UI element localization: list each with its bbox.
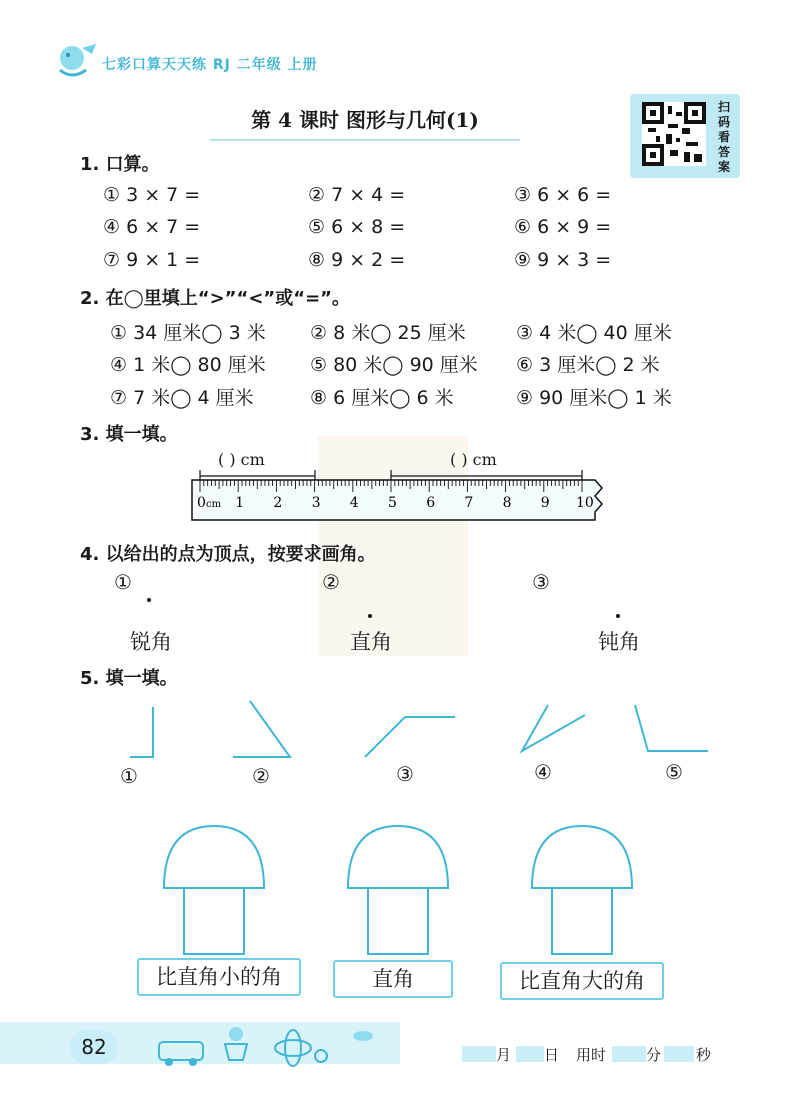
lesson-title xyxy=(210,104,520,133)
footer-decoration-icons xyxy=(155,1020,385,1070)
calc-item: ⑨ 9 × 3 = xyxy=(514,249,612,271)
ruler-number: 8 xyxy=(502,495,512,511)
calc-item: ⑤ 6 × 8 = xyxy=(308,216,406,238)
right-angle-label: 直角 xyxy=(350,630,392,654)
day-blank[interactable] xyxy=(516,1046,544,1062)
ruler-number: 4 xyxy=(349,495,359,511)
day-label: 日 xyxy=(544,1046,560,1064)
bus-icon xyxy=(159,1042,203,1060)
series-title: 七彩口算天天练 RJ 二年级 上册 xyxy=(102,57,318,73)
title-underline xyxy=(210,139,520,141)
calc-item: ⑦ 9 × 1 = xyxy=(103,249,201,271)
ruler-number: 0 xyxy=(197,495,206,511)
ruler-number: 5 xyxy=(388,495,397,511)
angle-1 xyxy=(130,707,153,757)
bracket-left-label: ( ) cm xyxy=(218,450,265,469)
compare-item: ④ 1 米◯ 80 厘米 xyxy=(110,354,266,376)
box-right-angle[interactable]: 直角 xyxy=(333,960,453,998)
angle-2 xyxy=(233,701,290,757)
angle-figures xyxy=(100,695,720,765)
compare-item: ⑨ 90 厘米◯ 1 米 xyxy=(516,387,672,409)
mascot-icon xyxy=(52,40,102,80)
angle-3 xyxy=(365,717,455,757)
q1-heading: 1. 口算。 xyxy=(80,154,160,175)
vertex-dot[interactable] xyxy=(616,614,620,618)
compare-item: ⑥ 3 厘米◯ 2 米 xyxy=(516,354,660,376)
angle-4 xyxy=(522,705,585,751)
mushroom-figures xyxy=(150,820,650,960)
month-blank[interactable] xyxy=(462,1046,496,1062)
calc-item: ③ 6 × 6 = xyxy=(514,184,612,206)
compare-item: ⑦ 7 米◯ 4 厘米 xyxy=(110,387,254,409)
vertex-num: ③ xyxy=(532,570,550,594)
ruler-number: 2 xyxy=(273,495,283,511)
ufo-icon xyxy=(353,1031,373,1041)
qr-code-icon[interactable] xyxy=(642,102,706,166)
angle-num: ④ xyxy=(534,760,552,784)
angle-num: ② xyxy=(252,764,270,788)
q3-heading: 3. 填一填。 xyxy=(80,424,178,445)
time-used-label: 用时 xyxy=(576,1046,607,1064)
q2-heading: 2. 在◯里填上“>”“<”或“=”。 xyxy=(80,288,350,309)
angle-num: ③ xyxy=(396,762,414,786)
calc-item: ④ 6 × 7 = xyxy=(103,216,201,238)
qr-panel[interactable] xyxy=(630,94,740,178)
atom-icon xyxy=(275,1040,311,1056)
mushroom-1 xyxy=(164,826,264,954)
ruler-unit: cm xyxy=(206,499,222,510)
mushroom-2 xyxy=(348,826,448,954)
vertex-dot[interactable] xyxy=(147,598,151,602)
box-greater-than-right-angle[interactable]: 比直角大的角 xyxy=(500,962,664,1000)
ruler-number: 6 xyxy=(426,495,436,511)
second-label: 秒 xyxy=(696,1046,712,1064)
ball-icon xyxy=(315,1050,327,1062)
minute-label: 分 xyxy=(646,1046,662,1064)
q4-heading: 4. 以给出的点为顶点，按要求画角。 xyxy=(80,544,376,565)
lesson-title-text: 第 4 课时 图形与几何(1) xyxy=(251,108,479,132)
calc-item: ⑥ 6 × 9 = xyxy=(514,216,612,238)
angle-num: ⑤ xyxy=(665,760,683,784)
mushroom-3 xyxy=(532,826,632,954)
q5-heading: 5. 填一填。 xyxy=(80,668,178,689)
ruler-number: 10 xyxy=(576,495,594,511)
obtuse-angle-label: 钝角 xyxy=(598,630,640,654)
plant-icon xyxy=(225,1044,247,1060)
ruler-number: 1 xyxy=(235,495,245,511)
calc-item: ① 3 × 7 = xyxy=(103,184,201,206)
ruler-number: 9 xyxy=(540,495,550,511)
compare-item: ③ 4 米◯ 40 厘米 xyxy=(516,322,672,344)
acute-angle-label: 锐角 xyxy=(130,630,172,654)
vertex-dot[interactable] xyxy=(368,614,372,618)
minute-blank[interactable] xyxy=(612,1046,646,1062)
bracket-right-label: ( ) cm xyxy=(450,450,497,469)
vertex-num: ② xyxy=(322,570,340,594)
vertex-num: ① xyxy=(114,570,132,594)
compare-item: ⑤ 80 米◯ 90 厘米 xyxy=(310,354,478,376)
page-number: 82 xyxy=(70,1030,118,1064)
ruler xyxy=(190,470,610,524)
angle-5 xyxy=(635,705,708,751)
compare-item: ① 34 厘米◯ 3 米 xyxy=(110,322,266,344)
calc-item: ⑧ 9 × 2 = xyxy=(308,249,406,271)
month-label: 月 xyxy=(496,1046,512,1064)
angle-num: ① xyxy=(120,764,138,788)
qr-caption: 扫码看答案 xyxy=(718,100,731,174)
second-blank[interactable] xyxy=(664,1046,694,1062)
compare-item: ⑧ 6 厘米◯ 6 米 xyxy=(310,387,454,409)
ruler-number: 3 xyxy=(311,495,321,511)
calc-item: ② 7 × 4 = xyxy=(308,184,406,206)
compare-item: ② 8 米◯ 25 厘米 xyxy=(310,322,466,344)
ruler-number: 7 xyxy=(464,495,474,511)
box-less-than-right-angle[interactable]: 比直角小的角 xyxy=(137,958,301,996)
